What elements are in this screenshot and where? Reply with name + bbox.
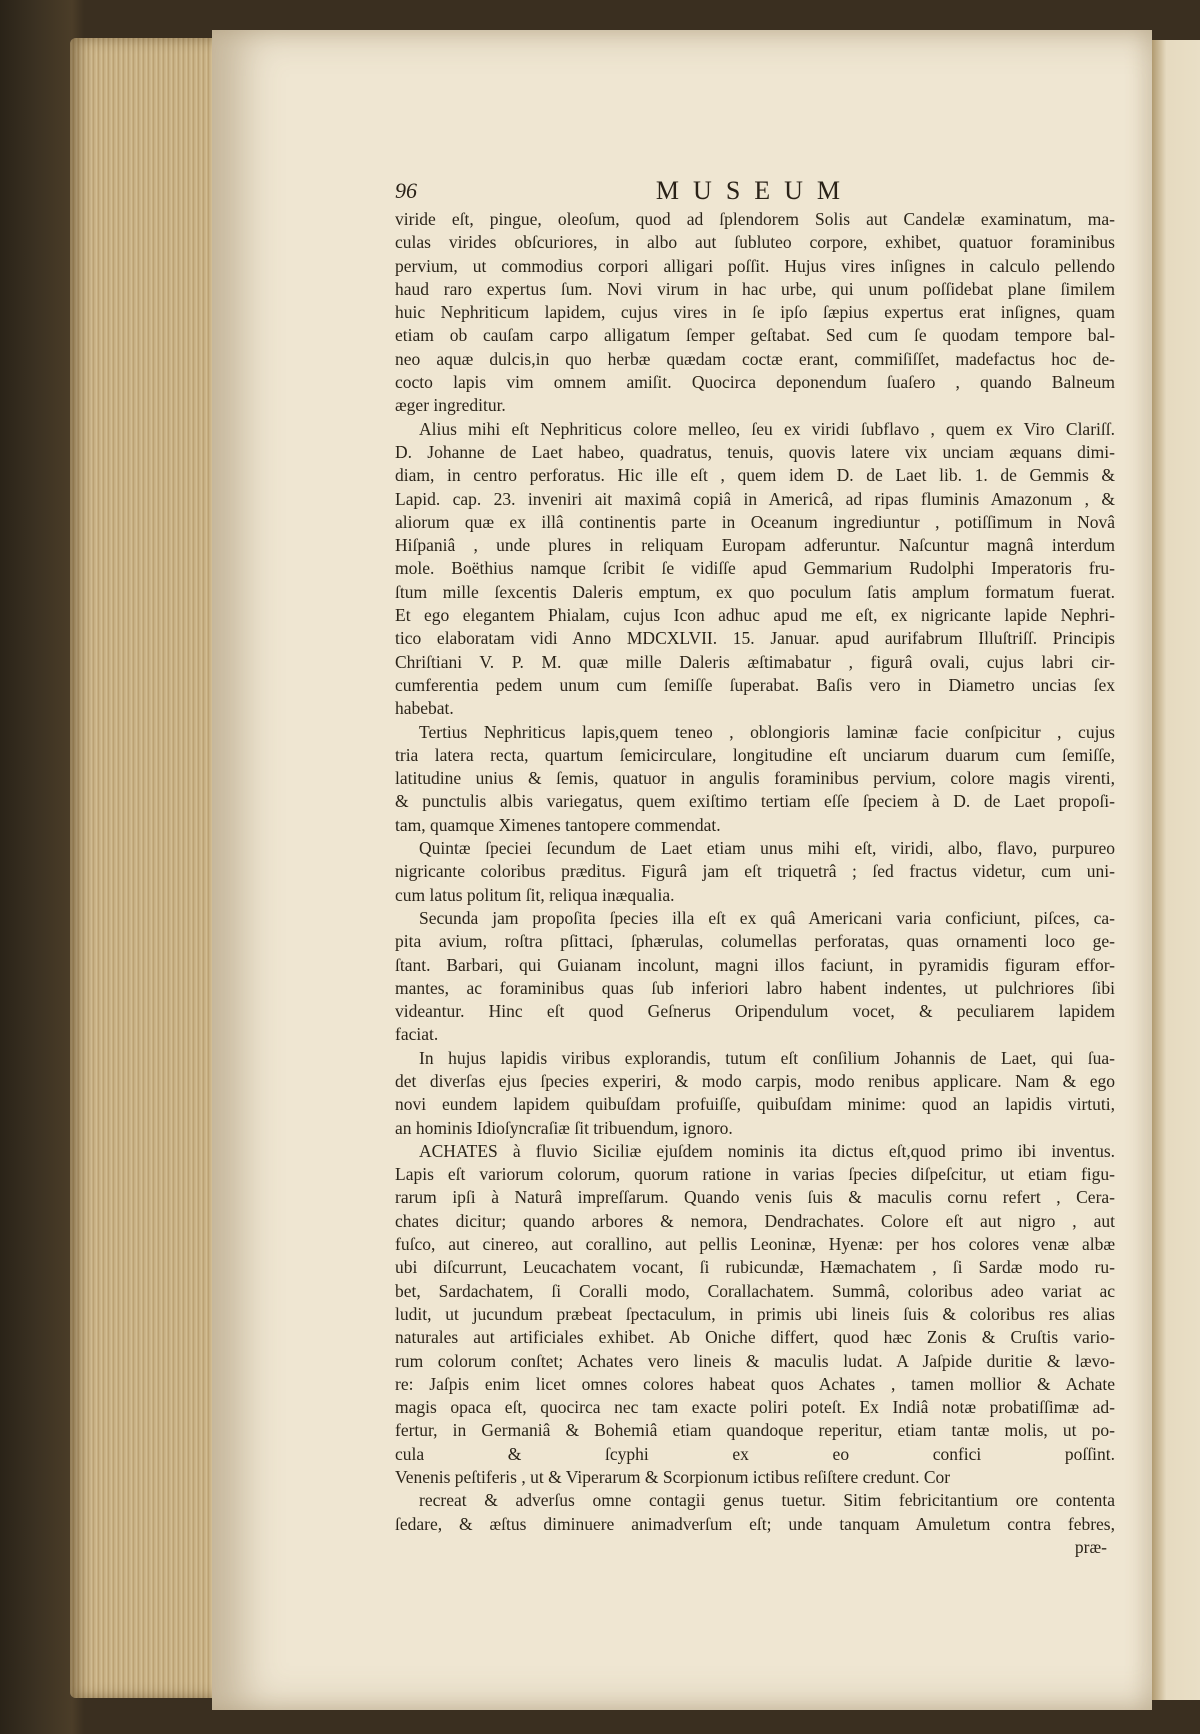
text-line: ubi diſcurrunt, Leucachatem vocant, ſi rubicundæ, Hæmachatem , ſi Sardæ modo ru- [395, 1257, 1115, 1278]
text-line: In hujus lapidis viribus explorandis, tutum eſt conſilium Johannis de Laet, qui ſua- [419, 1047, 1115, 1068]
text-line: rarum ipſi à Naturâ impreſſarum. Quando venis ſuis & maculis cornu refert , Cera- [395, 1187, 1115, 1208]
text-line: re: Jaſpis enim licet omnes colores habeat quos Achates , tamen mollior & Achate [395, 1373, 1115, 1394]
text-line: Chriſtiani V. P. M. quæ mille Daleris æſtimabatur , figurâ ovali, cujus labri cir- [395, 651, 1115, 672]
text-line: tico elaboratam vidi Anno MDCXLVII. 15. Januar. apud aurifabrum Illuſtriſſ. Principis [395, 628, 1115, 649]
text-line: nigricante coloribus præditus. Figurâ jam eſt triquetrâ ; ſed fractus videtur, cum uni- [395, 861, 1115, 882]
text-line: Tertius Nephriticus lapis,quem teneo , oblongioris laminæ facie conſpicitur , cujus [419, 721, 1115, 742]
text-line: Venenis peſtiferis , ut & Viperarum & Scorpionum ictibus reſiſtere credunt. Cor [395, 1467, 951, 1488]
text-line: fertur, in Germaniâ & Bohemiâ etiam quandoque reperitur, etiam tantæ molis, ut po- [395, 1420, 1115, 1441]
text-line: Hiſpaniâ , unde plures in reliquam Europam adferuntur. Naſcuntur magnâ interdum [395, 535, 1115, 556]
catchword: præ- [1074, 1536, 1107, 1557]
text-line: mantes, ac foraminibus quas ſub inferiori labro habent indentes, ut pulchriores ſibi [395, 977, 1115, 998]
text-line: æger ingreditur. [395, 395, 506, 416]
text-line: mole. Boëthius namque ſcribit ſe vidiſſe apud Gemmarium Rudolphi Imperatoris fru- [395, 558, 1115, 579]
text-line: diam, in centro perforatus. Hic ille eſt , quem idem D. de Laet lib. 1. de Gemmis & [395, 465, 1115, 486]
text-line: neo aquæ dulcis,in quo herbæ quædam coctæ erant, commiſiſſet, madefactus hoc de- [395, 348, 1115, 369]
text-line: haud raro expertus ſum. Novi virum in hac urbe, qui unum poſſidebat plane ſimilem [395, 278, 1115, 299]
text-line: novi eundem lapidem quibuſdam profuiſſe, quibuſdam minime: quod an lapidis virtuti, [395, 1094, 1115, 1115]
text-line: naturales aut artificiales exhibet. Ab Oniche differt, quod hæc Zonis & Cruſtis vario- [395, 1327, 1115, 1348]
text-line: an hominis Idioſyncraſiæ ſit tribuendum, ignoro. [395, 1117, 733, 1138]
text-line: etiam ob cauſam carpo alligatum ſemper geſtabat. Sed cum ſe quodam tempore bal- [395, 325, 1115, 346]
book-fore-edge [70, 38, 220, 1698]
text-line: aliorum quæ ex illâ continentis parte in Oceanum ingrediuntur , potiſſimum in Novâ [395, 511, 1115, 532]
text-line: rum colorum conſtet; Achates vero lineis & maculis ludat. A Jaſpide duritie & lævo- [395, 1350, 1115, 1371]
page-header [395, 178, 1115, 208]
text-line: chates dicitur; quando arbores & nemora, Dendrachates. Colore eſt aut nigro , aut [395, 1210, 1115, 1231]
text-line: ſtant. Barbari, qui Guianam incolunt, magni illos faciunt, in pyramidis figuram effor- [395, 954, 1115, 975]
text-line: tam, quamque Ximenes tantopere commendat. [395, 814, 721, 835]
text-line: Secunda jam propoſita ſpecies illa eſt ex quâ Americani varia conficiunt, piſces, ca- [419, 907, 1115, 928]
text-line: cocto lapis vim omnem amiſit. Quocirca deponendum ſuaſero , quando Balneum [395, 372, 1115, 393]
text-line: cumferentia pedem unum cum ſemiſſe ſuperabat. Baſis vero in Diametro uncias ſex [395, 674, 1115, 695]
page-number: 96 [395, 178, 417, 203]
text-line: ludit, ut jucundum præbeat ſpectaculum, in primis ubi lineis ſuis & coloribus res alias [395, 1303, 1115, 1324]
text-line: pita avium, roſtra pſittaci, ſphærulas, columellas perforatas, quas ornamenti loco ge- [395, 931, 1115, 952]
text-line: ſtum mille ſexcentis Daleris emptum, ex quo poculum ſatis amplum formatum fuerat. [395, 581, 1115, 602]
text-line: ACHATES à fluvio Siciliæ ejuſdem nominis ita dictus eſt,quod primo ibi inventus. [419, 1140, 1115, 1161]
text-line: viride eſt, pingue, oleoſum, quod ad ſplendorem Solis aut Candelæ examinatum, ma- [395, 209, 1115, 229]
text-line: Lapis eſt variorum colorum, quorum ratione in varias ſpecies diſpeſcitur, ut etiam figu- [395, 1164, 1115, 1185]
text-line: bet, Sardachatem, ſi Coralli modo, Corallachatem. Summâ, coloribus adeo variat ac [395, 1280, 1115, 1301]
text-line: Lapid. cap. 23. inveniri ait maximâ copiâ in Americâ, ad ripas fluminis Amazonum , & [395, 488, 1115, 509]
text-line: habebat. [395, 698, 454, 719]
text-line: latitudine unius & ſemis, quatuor in angulis foraminibus pervium, colore magis virenti, [395, 768, 1115, 789]
text-line: fuſco, aut cinereo, aut corallino, aut pellis Leoninæ, Hyenæ: per hos colores venæ albæ [395, 1234, 1115, 1255]
text-line: Alius mihi eſt Nephriticus colore melleo, ſeu ex viridi ſubflavo , quem ex Viro Clariſſ. [419, 418, 1115, 439]
text-line: faciat. [395, 1024, 439, 1045]
text-line: recreat & adverſus omne contagii genus tuetur. Sitim febricitantium ore contenta [419, 1490, 1115, 1511]
text-line: tria latera recta, quartum ſemicirculare, longitudine eſt unciarum duarum cum ſemiſſe, [395, 744, 1115, 765]
text-line: ſedare, & æſtus diminuere animadverſum eſt; unde tanquam Amuletum contra febres, [395, 1513, 1115, 1534]
text-line: Quintæ ſpeciei ſecundum de Laet etiam unus mihi eſt, viridi, albo, flavo, purpureo [419, 838, 1115, 859]
text-line: & punctulis albis variegatus, quem exiſtimo tertiam eſſe ſpeciem à D. de Laet propoſi- [395, 791, 1115, 812]
text-line: Et ego elegantem Phialam, cujus Icon adhuc apud me eſt, ex nigricante lapide Nephri- [395, 605, 1115, 626]
text-line: huic Nephriticum lapidem, cujus vires in ſe ipſo ſæpius expertus erat inſignes, quam [395, 302, 1115, 323]
text-line: pervium, ut commodius corpori alligari poſſit. Hujus vires inſignes in calculo pellendo [395, 255, 1115, 276]
text-line: cum latus politum ſit, reliqua inæqualia. [395, 884, 675, 905]
text-line: cula & ſcyphi ex eo confici poſſint. [395, 1443, 1115, 1464]
text-line: videantur. Hinc eſt quod Geſnerus Oripendulum vocet, & peculiarem lapidem [395, 1001, 1115, 1022]
text-line: det diverſas ejus ſpecies experiri, & modo carpis, modo renibus applicare. Nam & ego [395, 1070, 1115, 1091]
running-title: MUSEUM [655, 176, 855, 205]
text-line: D. Johanne de Laet habeo, quadratus, tenuis, quovis latere vix unciam æquans dimi- [395, 441, 1115, 462]
text-line: magis opaca eſt, quocirca nec tam exacte poliri poteſt. Ex Indiâ notæ probatiſſimæ ad- [395, 1397, 1115, 1418]
facing-page-edge [1152, 40, 1200, 1700]
text-line: culas virides obſcuriores, in albo aut ſubluteo corpore, exhibet, quatuor foraminibus [395, 232, 1115, 253]
body-text [395, 208, 1115, 1559]
